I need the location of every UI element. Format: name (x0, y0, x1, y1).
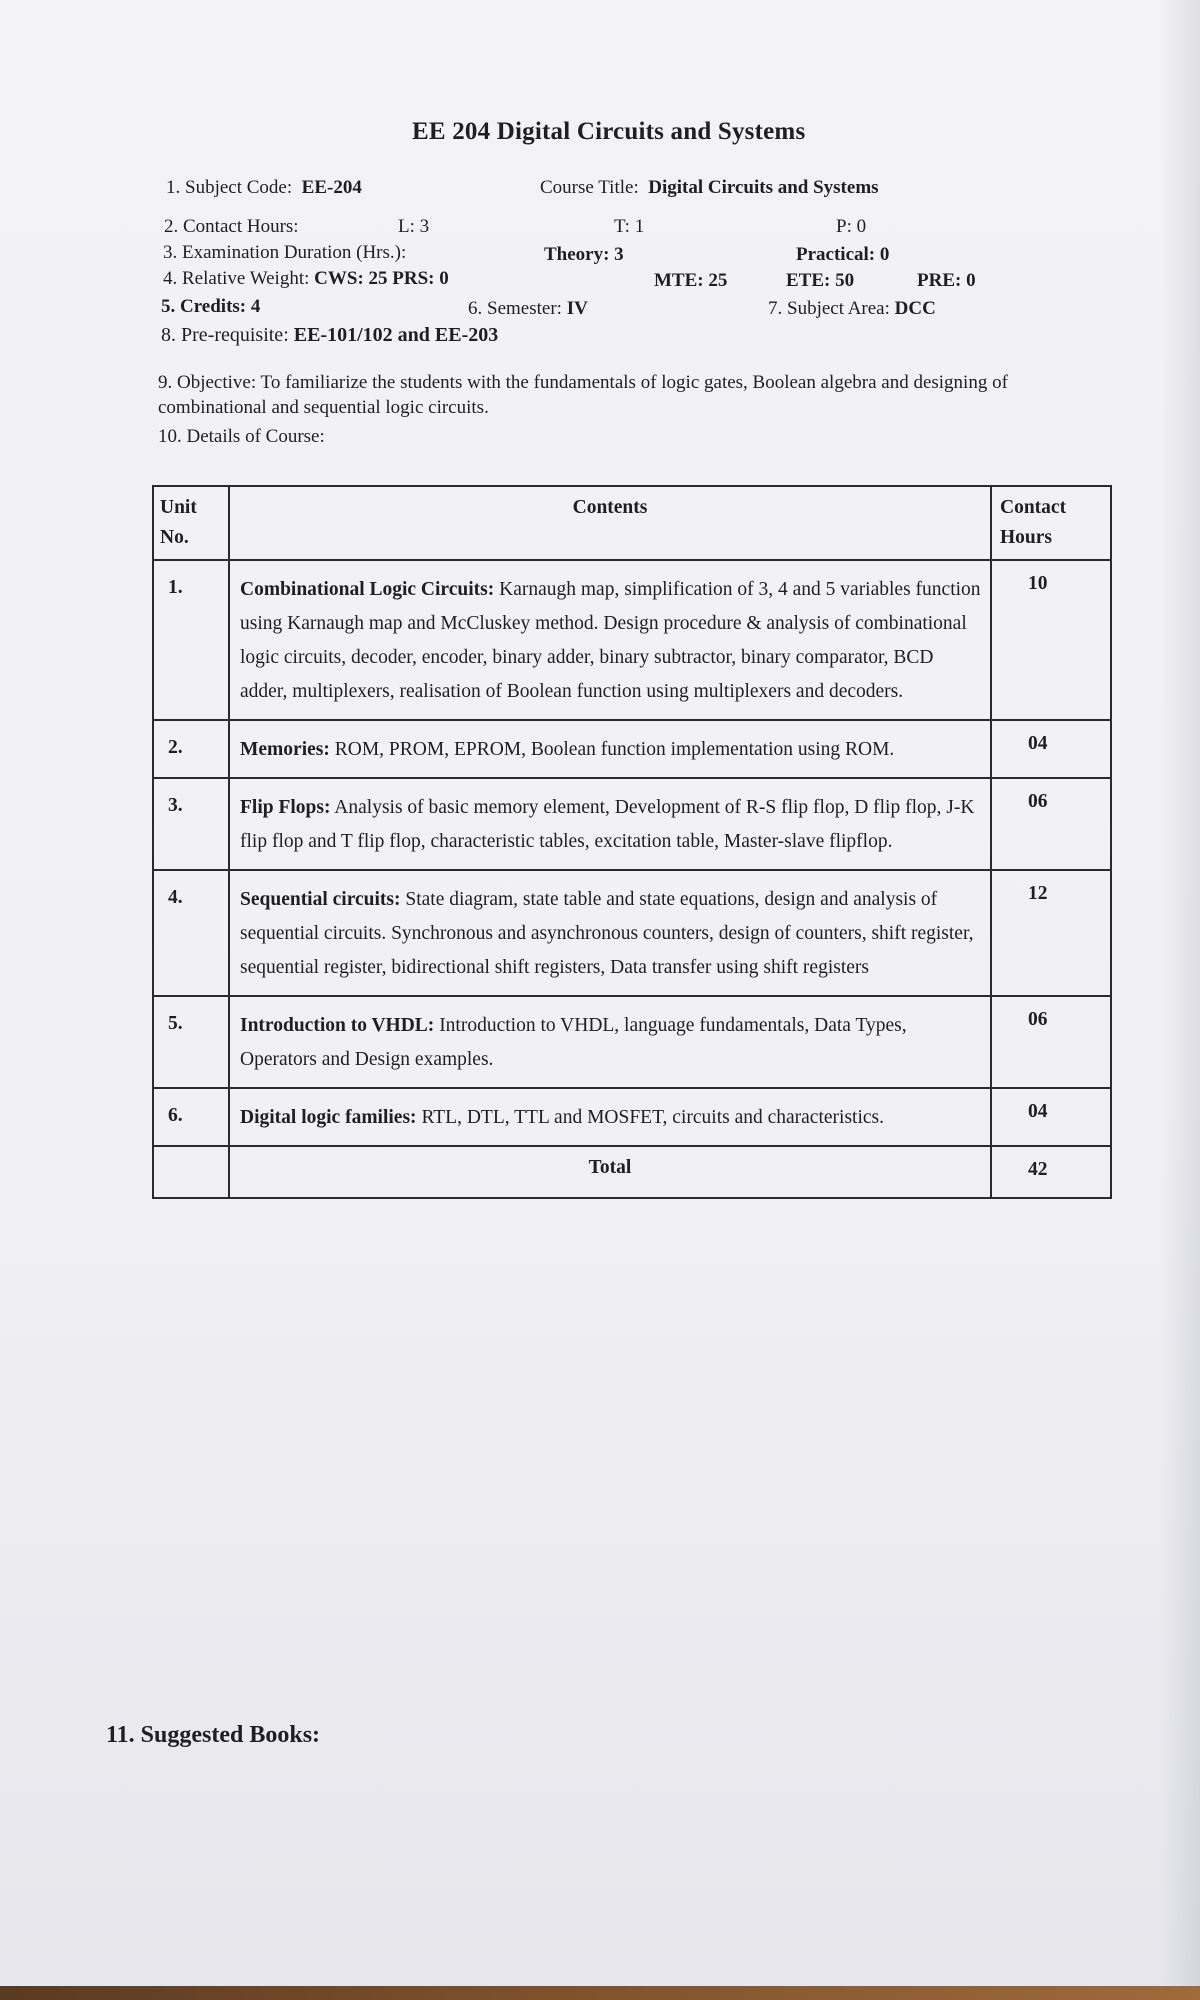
unit-text: Karnaugh map, simplification of 3, 4 and 5 variables function using Karnaugh map and McCluskey method. Design procedure & analysis of combinational logic circuits, decoder, encoder, binary adder, binary subtractor, binary comparator, BCD adder, multiplexers, realisation of Boolean function using multiplexers and decoders. (240, 579, 981, 702)
unit-heading: Combinational Logic Circuits: (240, 579, 495, 600)
ete-weight: ETE: 50 (786, 270, 855, 291)
practical-hours: P: 0 (836, 216, 867, 237)
total-label: Total (229, 1146, 991, 1198)
unit-heading: Introduction to VHDL: (240, 1015, 435, 1036)
contact-hours-label: 2. Contact Hours: (164, 216, 299, 237)
unit-hours: 04 (991, 1088, 1111, 1146)
relative-weight-line (163, 268, 449, 290)
subject-area-label: 7. Subject Area: (768, 298, 890, 319)
unit-hours: 04 (991, 720, 1111, 778)
page-shadow (1160, 0, 1200, 2000)
unit-hours: 06 (991, 778, 1111, 870)
unit-hours: 12 (991, 870, 1111, 996)
exam-duration-label: 3. Examination Duration (Hrs.): (163, 242, 407, 263)
subject-area-line (768, 298, 936, 320)
prerequisite-value: EE-101/102 and EE-203 (293, 324, 499, 346)
table-row (153, 870, 1111, 996)
table-row (153, 778, 1111, 870)
total-unit-cell (153, 1146, 229, 1198)
course-title-line (540, 177, 879, 199)
unit-heading: Sequential circuits: (240, 889, 401, 910)
unit-text: RTL, DTL, TTL and MOSFET, circuits and characteristics. (421, 1107, 884, 1128)
unit-number: 4. (153, 870, 229, 996)
semester-value: IV (566, 298, 588, 319)
subject-code-line (166, 177, 362, 199)
unit-contents (229, 560, 991, 720)
page-title: EE 204 Digital Circuits and Systems (412, 118, 806, 145)
unit-contents (229, 720, 991, 778)
subject-code: EE-204 (301, 177, 362, 198)
unit-number: 1. (153, 560, 229, 720)
relative-weight-label: 4. Relative Weight: (163, 268, 310, 289)
total-hours: 42 (991, 1146, 1111, 1198)
practical-duration: Practical: 0 (796, 244, 890, 265)
tutorial-hours: T: 1 (614, 216, 645, 237)
table-row (153, 560, 1111, 720)
mte-weight: MTE: 25 (654, 270, 728, 291)
suggested-books-heading: 11. Suggested Books: (106, 1722, 321, 1748)
credits: 5. Credits: 4 (161, 296, 261, 317)
unit-hours: 10 (991, 560, 1111, 720)
unit-heading: Memories: (240, 739, 330, 760)
table-row (153, 720, 1111, 778)
unit-text: Introduction to VHDL, language fundamentals, Data Types, Operators and Design examples. (240, 1015, 907, 1070)
contents-column-header: Contents (229, 486, 991, 560)
unit-hours: 06 (991, 996, 1111, 1088)
lecture-hours: L: 3 (398, 216, 430, 237)
semester-line (468, 298, 588, 320)
semester-label: 6. Semester: (468, 298, 562, 319)
background-edge (0, 1986, 1200, 2000)
unit-text: Analysis of basic memory element, Development of R-S flip flop, D flip flop, J-K flip flop and T flip flop, characteristic tables, excitation table, Master-slave flipflop. (240, 797, 975, 852)
prs-weight: PRS: 0 (392, 268, 449, 289)
total-row (153, 1146, 1111, 1198)
unit-heading: Digital logic families: (240, 1107, 417, 1128)
course-title-label: Course Title: (540, 177, 639, 198)
table-row (153, 996, 1111, 1088)
subject-code-label: 1. Subject Code: (166, 177, 293, 198)
unit-text: State diagram, state table and state equations, design and analysis of sequential circuits. Synchronous and asynchronous counters, design of counters, shift register, sequential register, bidirectional shift registers, Data transfer using shift registers (240, 889, 974, 978)
unit-contents (229, 778, 991, 870)
cws-weight: CWS: 25 (314, 268, 388, 289)
theory-duration: Theory: 3 (544, 244, 624, 265)
objective-text: 9. Objective: To familiarize the students with the fundamentals of logic gates, Boolean algebra and designing of combinational and sequential logic circuits. (158, 372, 1008, 418)
unit-number: 3. (153, 778, 229, 870)
hours-column-header: Contact Hours (991, 486, 1111, 560)
table-header-row (153, 486, 1111, 560)
unit-contents (229, 996, 991, 1088)
unit-contents (229, 1088, 991, 1146)
unit-heading: Flip Flops: (240, 797, 331, 818)
table-row (153, 1088, 1111, 1146)
unit-number: 6. (153, 1088, 229, 1146)
prerequisite-line (161, 324, 498, 347)
course-details-table (152, 485, 1112, 1199)
subject-area-value: DCC (894, 298, 936, 319)
unit-number: 5. (153, 996, 229, 1088)
unit-contents (229, 870, 991, 996)
unit-column-header: Unit No. (153, 486, 229, 560)
course-title: Digital Circuits and Systems (648, 177, 879, 198)
unit-text: ROM, PROM, EPROM, Boolean function implementation using ROM. (334, 739, 895, 760)
prerequisite-label: 8. Pre-requisite: (161, 324, 289, 346)
details-label: 10. Details of Course: (158, 426, 325, 447)
pre-weight: PRE: 0 (917, 270, 976, 291)
unit-number: 2. (153, 720, 229, 778)
